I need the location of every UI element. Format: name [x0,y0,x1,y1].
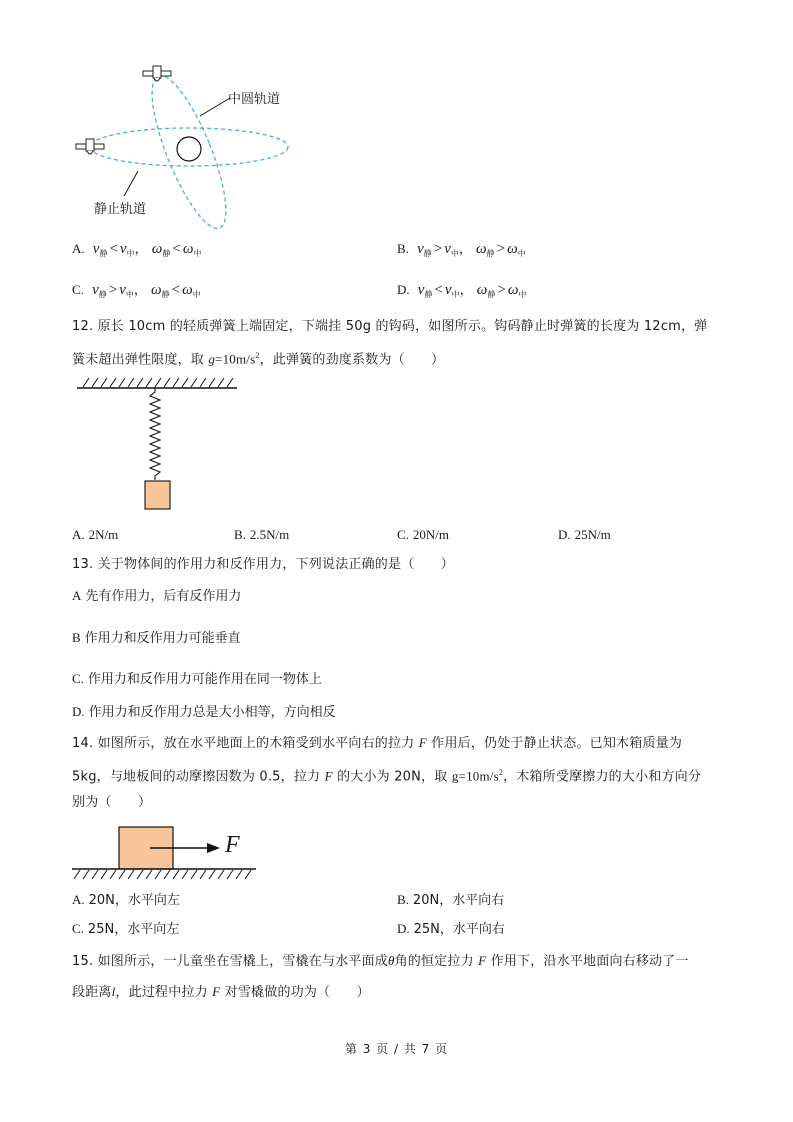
q13-stem: 13. 关于物体间的作用力和反作用力，下列说法正确的是（ ） [72,557,455,572]
q14-stem-line1: 14. 如图所示，放在水平地面上的木箱受到水平向右的拉力 F 作用后，仍处于静止状态。已知木箱质量为 [72,735,683,751]
q12-option-b[interactable]: B. 2.5N/m [234,527,290,542]
q15-stem-line1: 15. 如图所示，一儿童坐在雪橇上，雪橇在与水平面成θ角的恒定拉力 F 作用下，沿水平地面向右移动了一 [72,953,689,969]
q14-stem-line3: 别为（ ） [72,795,152,810]
satellite-geostationary-icon [76,139,104,154]
q11-option-b[interactable]: B. $v_静 > v_中$， $\omega_静 > \omega_中$ [397,241,526,258]
q12-option-a[interactable]: A. 2N/m [72,527,119,542]
q12-stem-line1: 12. 原长 10cm 的轻质弹簧上端固定，下端挂 50g 的钩码，如图所示。钩码静止时弹簧的长度为 12cm，弹 [72,319,708,334]
q14-option-a[interactable]: A. 20N，水平向左 [72,892,180,908]
satellite-medium-icon [143,66,171,81]
q11-option-d[interactable]: D. $v_静 < v_中$， $\omega_静 > \omega_中$ [397,282,527,299]
spring-diagram-svg [75,375,245,515]
q11-option-c[interactable]: C. $v_静 > v_中$， $\omega_静 < \omega_中$ [72,282,201,299]
leader-line-medium [200,98,230,116]
force-label-f: F [225,832,240,858]
q12-option-d[interactable]: D. 25N/m [558,527,611,542]
medium-orbit-label: 中圆轨道 [228,92,281,107]
q13-option-a[interactable]: A 先有作用力，后有反作用力 [72,588,242,604]
q11-option-a[interactable]: A. $v_静 < v_中$， $\omega_静 < \omega_中$ [72,241,202,258]
arrow-head-icon [207,843,220,853]
leader-line-geo [124,171,138,196]
box-force-figure [70,822,270,884]
q14-stem-line2: 5kg，与地板间的动摩擦因数为 0.5，拉力 F 的大小为 20N，取 $g=10m/s^2$，木箱所受摩擦力的大小和方向分 [72,768,702,785]
spring-figure [75,375,245,515]
hook-weight-block [145,481,170,509]
q13-option-c[interactable]: C. 作用力和反作用力可能作用在同一物体上 [72,671,322,687]
q14-option-b[interactable]: B. 20N，水平向右 [397,892,505,908]
page-number-footer: 第 3 页 / 共 7 页 [344,1042,449,1056]
q12-option-c[interactable]: C. 20N/m [397,527,450,542]
q14-option-c[interactable]: C. 25N，水平向左 [72,921,180,937]
q13-option-b[interactable]: B 作用力和反作用力可能垂直 [72,630,241,646]
q13-option-d[interactable]: D. 作用力和反作用力总是大小相等，方向相反 [72,704,336,720]
q12-stem-line2: 簧未超出弹性限度，取 $g=10m/s^2$，此弹簧的劲度系数为（ ） [72,351,445,368]
spring-coil [150,388,160,480]
q15-stem-line2: 段距离l，此过程中拉力 F 对雪橇做的功为（ ） [72,984,370,1000]
geostationary-orbit-label: 静止轨道 [94,202,147,217]
box-force-svg [70,822,270,884]
q14-option-d[interactable]: D. 25N，水平向右 [397,921,505,937]
earth-circle [177,137,201,161]
